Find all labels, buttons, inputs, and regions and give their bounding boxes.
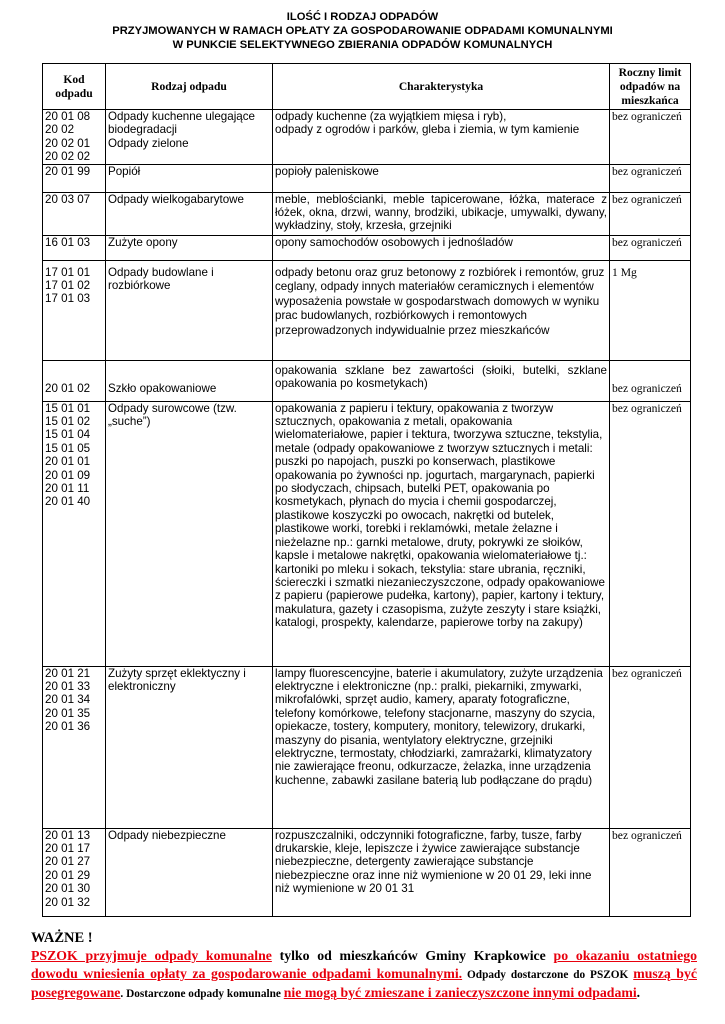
table-row: [43, 828, 691, 916]
row-codes: [43, 666, 106, 828]
table-row: [43, 110, 691, 165]
notice-part-5: muszą być posegregowane: [31, 966, 697, 1000]
notice-part-7: nie mogą być zmieszane i zanieczyszczone innymi odpadami: [283, 985, 637, 1000]
row-characteristics: lampy fluorescencyjne, baterie i akumulatory, zużyte urządzenia elektryczne i elektroniczne (np.: pralki, piekarniki, zmywarki, mikrofalówki, sprzęt audio, kamery, aparaty fotograficzne, telefony komórkowe, telefony stacjonarne, maszyny do szycia, opiekacze, tostery, komputery, monitory, telewizory, drukarki, maszyny do pisania, wentylatory elektryczne, grzejniki elektryczne, termostaty, chłodziarki, zamrażarki, klimatyzatory nie zawierające freonu, odkurzacze, żelazka, inne urządzenia kuchenne, zabawki zasilane baterią lub podłączane do prądu): [273, 666, 610, 828]
row-codes: [43, 235, 106, 260]
header-code-line-2: odpadu: [55, 86, 93, 100]
header-limit-line-3: mieszkańca: [621, 93, 679, 107]
notice-part-2: tylko od mieszkańców Gminy Krapkowice: [271, 948, 554, 963]
row-type: Odpady budowlane i rozbiórkowe: [106, 260, 273, 360]
row-codes: [43, 828, 106, 916]
row-limit: bez ograniczeń: [610, 110, 691, 165]
row-type: Odpady niebezpieczne: [106, 828, 273, 916]
row-codes: [43, 260, 106, 360]
code: 20 01 09: [45, 468, 91, 482]
table-row: [43, 666, 691, 828]
table-row: [43, 401, 691, 666]
row-limit: bez ograniczeń: [610, 235, 691, 260]
row-type: Zużyte opony: [106, 235, 273, 260]
notice-part-8: .: [636, 985, 641, 1000]
code: 20 01 30: [45, 882, 91, 896]
code: 20 01 27: [45, 855, 91, 869]
title-line-2: PRZYJMOWANYCH W RAMACH OPŁATY ZA GOSPODAROWANIE ODPADAMI KOMUNALNYMI: [112, 25, 613, 37]
title-line-3: W PUNKCIE SELEKTYWNEGO ZBIERANIA ODPADÓW KOMUNALNYCH: [172, 39, 553, 51]
table-header-row: [43, 64, 691, 110]
row-characteristics: meble, meblościanki, meble tapicerowane, łóżka, materace z łóżek, okna, drzwi, wanny, brodziki, ubikacje, umywalki, dywany, wykładziny, stoły, krzesła, grzejniki: [273, 192, 610, 235]
code: 20 02: [45, 123, 75, 137]
code: 20 01 17: [45, 842, 91, 856]
code: 20 02 02: [45, 150, 91, 164]
notice-part-4: Odpady dostarczone do PSZOK: [462, 969, 634, 981]
row-codes: [43, 192, 106, 235]
code: 20 01 01: [45, 455, 91, 469]
row-type: Popiół: [106, 164, 273, 192]
code: 20 01 13: [45, 828, 91, 842]
row-limit: bez ograniczeń: [610, 401, 691, 666]
code: 20 01 29: [45, 868, 91, 882]
code: 15 01 05: [45, 441, 91, 455]
header-limit-line-1: Roczny limit: [618, 65, 682, 79]
code: 20 01 11: [45, 482, 90, 496]
code: 20 03 07: [45, 192, 91, 206]
code: 15 01 01: [45, 401, 91, 415]
row-characteristics: popioły paleniskowe: [273, 164, 610, 192]
code: 17 01 01: [45, 265, 91, 279]
row-characteristics: opakowania z papieru i tektury, opakowania z tworzyw sztucznych, opakowania z metali, opakowania wielomateriałowe, papier i tektura, tworzywa sztuczne, tekstylia, metale (odpady opakowaniowe z tworzyw sztucznych i metali: puszki po napojach, puszki po konserwach, plastikowe opakowania po żywności np. jogurtach, margarynach, papierki po słodyczach, chipsach, butelki PET, opakowania po kosmetykach, płynach do mycia i chemii gospodarczej, plastikowe koszyczki po owocach, nakrętki od butelek, plastikowe worki, torebki i reklamówki, metale żelazne i nieżelazne np.: garnki metalowe, druty, pokrywki ze słoików, kapsle i metalowe nakrętki, opakowania wielomateriałowe tj.: kartoniki po mleku i sokach, tekstylia: stare ubrania, ręczniki, ściereczki i szmatki niezanieczyszczone, odpady opakowaniowe z papieru (papierowe pudełka, kartony), papier, kartony i tektury, makulatura, gazety i czasopisma, zużyte zeszyty i stare książki, katalogi, prospekty, kalendarze, papierowe torby na zakupy): [273, 401, 610, 666]
header-limit: [610, 64, 691, 110]
row-limit: bez ograniczeń: [610, 666, 691, 828]
code: 15 01 02: [45, 415, 91, 429]
row-characteristics: odpady betonu oraz gruz betonowy z rozbiórek i remontów, gruz ceglany, odpady innych materiałów ceramicznych i elementów wyposażenia powstałe w gospodarstwach domowych w wyniku prac budowlanych, rozbiórkowych i remontowych przeprowadzonych indywidualnie przez mieszkańców: [273, 260, 610, 360]
header-limit-line-2: odpadów na: [619, 79, 681, 93]
row-codes: [43, 360, 106, 401]
table-row: [43, 235, 691, 260]
row-characteristics: odpady kuchenne (za wyjątkiem mięsa i ryb), odpady z ogrodów i parków, gleba i ziemia, w tym kamienie: [273, 110, 610, 165]
row-limit: bez ograniczeń: [610, 360, 691, 401]
code: 16 01 03: [45, 235, 91, 249]
code: 17 01 03: [45, 292, 91, 306]
code: 20 01 21: [45, 666, 91, 680]
header-code: [43, 64, 106, 110]
row-type: Odpady surowcowe (tzw. „suche”): [106, 401, 273, 666]
row-type: Odpady wielkogabarytowe: [106, 192, 273, 235]
header-code-line-1: Kod: [63, 72, 85, 86]
row-codes: [43, 401, 106, 666]
code: 20 01 02: [45, 382, 91, 396]
row-characteristics: opakowania szklane bez zawartości (słoiki, butelki, szklane opakowania po kosmetykach): [273, 360, 610, 401]
code: 20 01 34: [45, 693, 91, 707]
code: 20 01 08: [45, 110, 91, 123]
waste-table: [42, 63, 691, 917]
code: 20 02 01: [45, 136, 91, 150]
row-characteristics: rozpuszczalniki, odczynniki fotograficzne, farby, tusze, farby drukarskie, kleje, lepiszcze i żywice zawierające substancje niebezpieczne, detergenty zawierające substancje niebezpieczne oraz inne niż wymienione w 20 01 29, leki inne niż wymienione w 20 01 31: [273, 828, 610, 916]
notice-body: [31, 947, 697, 1003]
code: 17 01 02: [45, 279, 91, 293]
code: 20 01 40: [45, 495, 91, 509]
title-line-1: ILOŚĆ I RODZAJ ODPADÓW: [286, 11, 439, 23]
row-limit: 1 Mg: [610, 260, 691, 360]
notice-heading: WAŻNE !: [31, 930, 93, 946]
header-characteristics: Charakterystyka: [273, 64, 610, 110]
row-codes: [43, 164, 106, 192]
row-codes: [43, 110, 106, 165]
header-type: Rodzaj odpadu: [106, 64, 273, 110]
row-characteristics: opony samochodów osobowych i jednośladów: [273, 235, 610, 260]
table-row: [43, 360, 691, 401]
code: 20 01 33: [45, 680, 91, 694]
important-notice: [31, 930, 697, 1003]
table-row: [43, 260, 691, 360]
code: 15 01 04: [45, 428, 91, 442]
row-limit: bez ograniczeń: [610, 192, 691, 235]
row-limit: bez ograniczeń: [610, 164, 691, 192]
row-limit: bez ograniczeń: [610, 828, 691, 916]
code: 20 01 35: [45, 706, 91, 720]
row-type: Zużyty sprzęt eklektyczny i elektroniczny: [106, 666, 273, 828]
code: 20 01 36: [45, 720, 91, 734]
notice-part-6: . Dostarczone odpady komunalne: [120, 988, 284, 1000]
notice-part-1: PSZOK przyjmuje odpady komunalne: [31, 948, 272, 963]
row-type: Szkło opakowaniowe: [106, 360, 273, 401]
row-type: Odpady kuchenne ulegające biodegradacji Odpady zielone: [106, 110, 273, 165]
code: 20 01 32: [45, 895, 91, 909]
table-row: [43, 192, 691, 235]
code: 20 01 99: [45, 164, 91, 178]
table-row: [43, 164, 691, 192]
document-title: [0, 10, 725, 52]
notice-part-3: po okazaniu ostatniego dowodu wniesienia opłaty za gospodarowanie odpadami komunalnymi.: [31, 948, 697, 981]
